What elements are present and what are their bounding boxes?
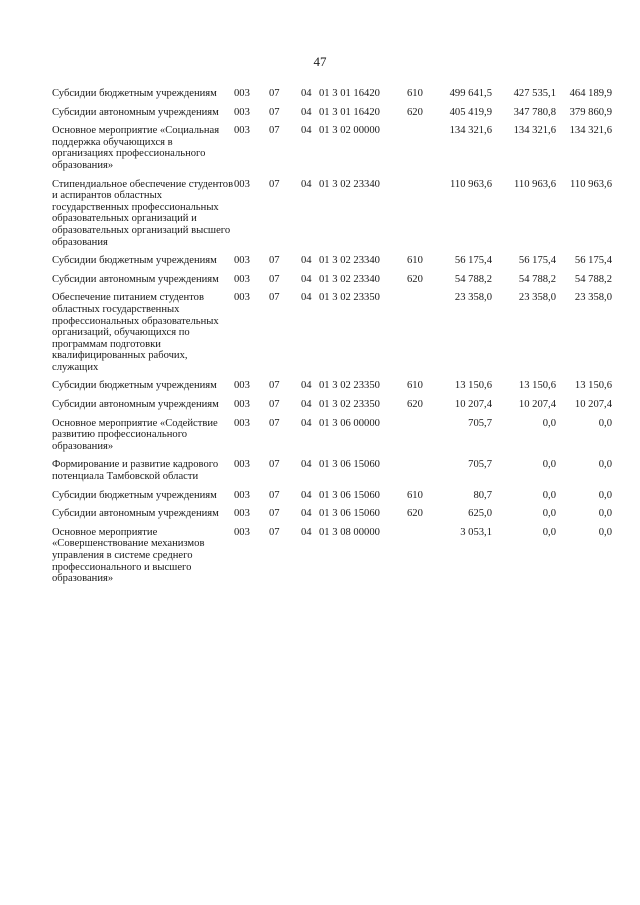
- row-section: 07: [269, 489, 280, 501]
- row-target-article: 01 3 02 23340: [319, 255, 380, 267]
- row-target-article: 01 3 02 23340: [319, 273, 380, 285]
- row-ministry-code: 003: [234, 88, 250, 99]
- row-amount-year-2: 56 175,4: [518, 255, 556, 267]
- row-amount-year-1: 499 641,5: [449, 88, 492, 99]
- row-amount-year-3: 379 860,9: [569, 106, 612, 118]
- row-amount-year-1: 13 150,6: [454, 380, 492, 392]
- row-target-article: 01 3 02 00000: [319, 125, 380, 137]
- row-section: 07: [269, 380, 280, 392]
- row-amount-year-1: 134 321,6: [449, 125, 492, 137]
- row-ministry-code: 003: [234, 417, 250, 429]
- row-target-article: 01 3 06 15060: [319, 459, 380, 471]
- row-expense-type: 620: [407, 106, 423, 118]
- row-expense-type: [407, 125, 434, 178]
- row-ministry-code: 003: [234, 292, 250, 304]
- table-row: [52, 274, 612, 293]
- row-amount-year-3: 10 207,4: [574, 399, 612, 411]
- row-subsection: 04: [301, 88, 312, 99]
- row-name: Обеспечение питанием студентов областных государственных профессиональных образовательных организаций, обучающихся по программам подготовки квалифицированных рабочих, служащих: [52, 292, 219, 373]
- row-amount-year-1: 56 175,4: [454, 255, 492, 267]
- row-expense-type: 620: [407, 399, 423, 411]
- table-row: [52, 418, 612, 460]
- row-section: 07: [269, 508, 280, 520]
- row-target-article: 01 3 01 16420: [319, 88, 380, 99]
- row-amount-year-2: 0,0: [542, 489, 556, 501]
- table-row: [52, 179, 612, 256]
- row-subsection: 04: [301, 526, 312, 538]
- row-subsection: 04: [301, 292, 312, 304]
- table-row: [52, 255, 612, 274]
- table-body: [52, 88, 612, 592]
- row-ministry-code: 003: [234, 380, 250, 392]
- row-amount-year-3: 110 963,6: [570, 178, 612, 190]
- row-expense-type: [407, 179, 434, 256]
- row-target-article: 01 3 06 15060: [319, 489, 380, 501]
- row-section: 07: [269, 106, 280, 118]
- row-amount-year-2: 0,0: [542, 508, 556, 520]
- row-name: Формирование и развитие кадрового потенциала Тамбовской области: [52, 459, 219, 483]
- row-name: Субсидии автономным учреждениям: [52, 508, 219, 520]
- row-subsection: 04: [301, 273, 312, 285]
- row-expense-type: 610: [407, 255, 423, 267]
- row-name: Основное мероприятие «Социальная поддержка обучающихся в организациях профессионального образования»: [52, 125, 220, 171]
- table-row: [52, 399, 612, 418]
- row-amount-year-1: 3 053,1: [460, 526, 492, 538]
- row-section: 07: [269, 399, 280, 411]
- table-row: [52, 125, 612, 178]
- row-amount-year-2: 427 535,1: [513, 88, 556, 99]
- row-amount-year-1: 705,7: [468, 459, 492, 471]
- row-amount-year-1: 10 207,4: [454, 399, 492, 411]
- row-amount-year-2: 347 780,8: [513, 106, 556, 118]
- row-name: Стипендиальное обеспечение студентов и аспирантов областных государственных профессиональных образовательных организаций и образовательных организаций высшего образования: [52, 178, 234, 248]
- row-amount-year-1: 23 358,0: [454, 292, 492, 304]
- row-amount-year-1: 54 788,2: [454, 273, 492, 285]
- row-expense-type: 610: [407, 489, 423, 501]
- row-subsection: 04: [301, 125, 312, 137]
- row-amount-year-2: 13 150,6: [518, 380, 556, 392]
- row-name: Субсидии бюджетным учреждениям: [52, 88, 217, 99]
- row-expense-type: 620: [407, 273, 423, 285]
- table-row: [52, 527, 612, 592]
- row-amount-year-1: 110 963,6: [450, 178, 492, 190]
- row-amount-year-3: 0,0: [598, 489, 612, 501]
- row-section: 07: [269, 459, 280, 471]
- row-amount-year-2: 0,0: [542, 459, 556, 471]
- row-ministry-code: 003: [234, 273, 250, 285]
- row-amount-year-1: 625,0: [468, 508, 492, 520]
- row-amount-year-2: 0,0: [542, 417, 556, 429]
- row-target-article: 01 3 06 15060: [319, 508, 380, 520]
- row-subsection: 04: [301, 508, 312, 520]
- row-expense-type: [407, 459, 434, 489]
- row-ministry-code: 003: [234, 125, 250, 137]
- row-subsection: 04: [301, 459, 312, 471]
- row-subsection: 04: [301, 417, 312, 429]
- row-target-article: 01 3 02 23340: [319, 178, 380, 190]
- row-name: Основное мероприятие «Совершенствование механизмов управления в системе среднего профессионального и высшего образования»: [52, 526, 205, 585]
- row-expense-type: [407, 527, 434, 592]
- row-section: 07: [269, 178, 280, 190]
- table-row: [52, 88, 612, 107]
- row-amount-year-3: 54 788,2: [574, 273, 612, 285]
- row-section: 07: [269, 273, 280, 285]
- row-section: 07: [269, 526, 280, 538]
- row-name: Субсидии бюджетным учреждениям: [52, 489, 217, 501]
- row-ministry-code: 003: [234, 459, 250, 471]
- row-amount-year-3: 0,0: [598, 459, 612, 471]
- page-number: 47: [313, 54, 327, 69]
- row-amount-year-2: 10 207,4: [518, 399, 556, 411]
- row-amount-year-3: 464 189,9: [569, 88, 612, 99]
- row-target-article: 01 3 08 00000: [319, 526, 380, 538]
- row-amount-year-3: 56 175,4: [574, 255, 612, 267]
- row-amount-year-3: 134 321,6: [569, 125, 612, 137]
- table-row: [52, 508, 612, 527]
- row-subsection: 04: [301, 106, 312, 118]
- row-amount-year-3: 0,0: [598, 417, 612, 429]
- row-section: 07: [269, 255, 280, 267]
- row-subsection: 04: [301, 380, 312, 392]
- row-target-article: 01 3 01 16420: [319, 106, 380, 118]
- row-amount-year-1: 705,7: [468, 417, 492, 429]
- row-amount-year-3: 0,0: [598, 508, 612, 520]
- table-row: [52, 490, 612, 509]
- row-target-article: 01 3 02 23350: [319, 380, 380, 392]
- row-target-article: 01 3 02 23350: [319, 292, 380, 304]
- table-row: [52, 380, 612, 399]
- row-target-article: 01 3 02 23350: [319, 399, 380, 411]
- row-subsection: 04: [301, 178, 312, 190]
- row-expense-type: [407, 292, 434, 380]
- row-subsection: 04: [301, 399, 312, 411]
- row-amount-year-3: 0,0: [598, 526, 612, 538]
- row-name: Субсидии автономным учреждениям: [52, 106, 219, 118]
- row-section: 07: [269, 292, 280, 304]
- row-ministry-code: 003: [234, 399, 250, 411]
- row-amount-year-2: 110 963,6: [514, 178, 556, 190]
- row-amount-year-3: 23 358,0: [574, 292, 612, 304]
- row-amount-year-3: 13 150,6: [574, 380, 612, 392]
- row-name: Основное мероприятие «Содействие развитию профессионального образования»: [52, 417, 218, 452]
- budget-table: [52, 88, 612, 592]
- row-ministry-code: 003: [234, 508, 250, 520]
- row-amount-year-2: 54 788,2: [518, 273, 556, 285]
- table-row: [52, 292, 612, 380]
- row-ministry-code: 003: [234, 178, 250, 190]
- row-amount-year-2: 0,0: [542, 526, 556, 538]
- table-row: [52, 459, 612, 489]
- row-section: 07: [269, 88, 280, 99]
- row-expense-type: 610: [407, 88, 423, 99]
- row-ministry-code: 003: [234, 526, 250, 538]
- row-ministry-code: 003: [234, 255, 250, 267]
- row-subsection: 04: [301, 255, 312, 267]
- table-row: [52, 107, 612, 126]
- row-expense-type: 620: [407, 508, 423, 520]
- row-section: 07: [269, 417, 280, 429]
- row-name: Субсидии бюджетным учреждениям: [52, 255, 217, 267]
- row-amount-year-1: 405 419,9: [449, 106, 492, 118]
- row-section: 07: [269, 125, 280, 137]
- row-subsection: 04: [301, 489, 312, 501]
- row-expense-type: 610: [407, 380, 423, 392]
- row-amount-year-1: 80,7: [473, 489, 492, 501]
- row-name: Субсидии бюджетным учреждениям: [52, 380, 217, 392]
- row-amount-year-2: 134 321,6: [513, 125, 556, 137]
- row-amount-year-2: 23 358,0: [518, 292, 556, 304]
- row-ministry-code: 003: [234, 106, 250, 118]
- row-expense-type: [407, 418, 434, 460]
- row-ministry-code: 003: [234, 489, 250, 501]
- row-target-article: 01 3 06 00000: [319, 417, 380, 429]
- row-name: Субсидии автономным учреждениям: [52, 273, 219, 285]
- row-name: Субсидии автономным учреждениям: [52, 399, 219, 411]
